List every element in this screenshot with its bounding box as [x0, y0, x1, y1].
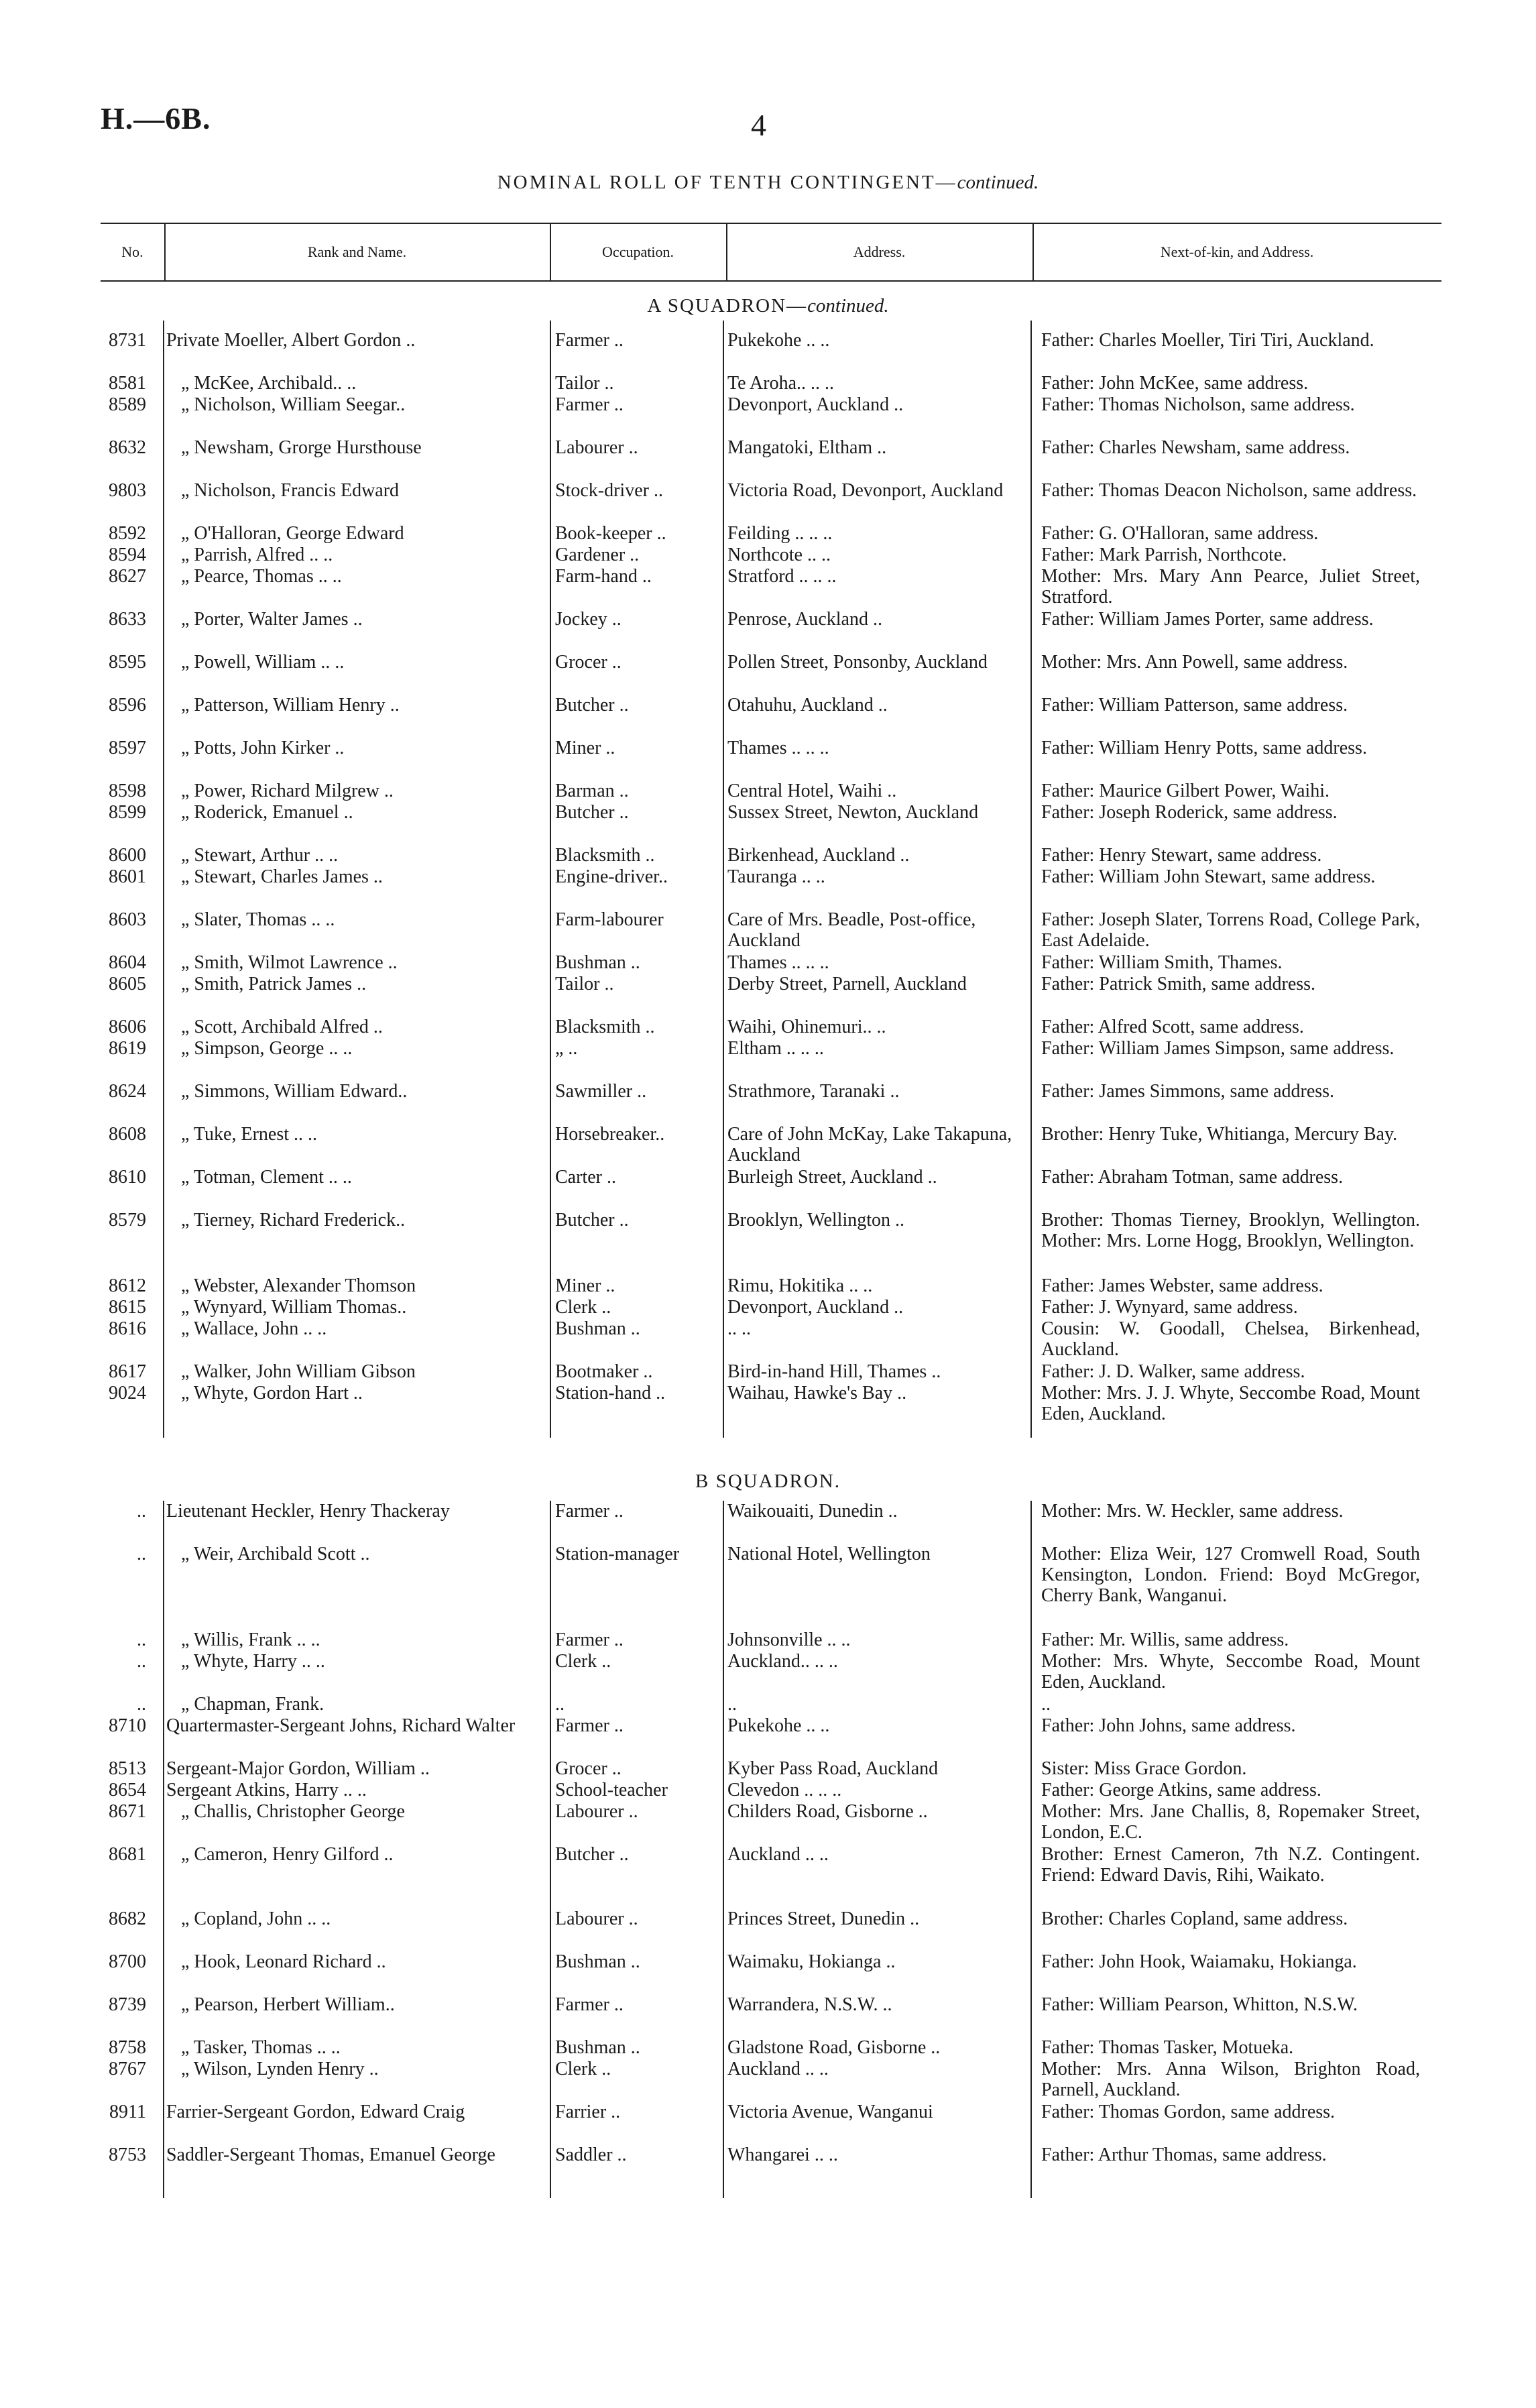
cell-rank: Private Moeller, Albert Gordon ..	[166, 330, 416, 351]
cell-addr: Burleigh Street, Auckland ..	[727, 1167, 937, 1188]
cell-addr: Bird-in-hand Hill, Thames ..	[727, 1361, 941, 1382]
cell-rank: Saddler-Sergeant Thomas, Emanuel George	[166, 2144, 495, 2165]
cell-addr: Waihi, Ohinemuri.. ..	[727, 1017, 886, 1037]
cell-addr: Devonport, Auckland ..	[727, 1297, 904, 1318]
cell-rank: „ Weir, Archibald Scott ..	[181, 1544, 370, 1564]
cell-rank: „ Willis, Frank .. ..	[181, 1629, 320, 1650]
cell-num: 8619	[109, 1038, 146, 1059]
cell-addr: Kyber Pass Road, Auckland	[727, 1758, 939, 1779]
cell-addr: Brooklyn, Wellington ..	[727, 1210, 905, 1230]
cell-occ: ..	[555, 1694, 565, 1715]
cell-rank: „ Parrish, Alfred .. ..	[181, 544, 333, 565]
cell-rank: „ Chapman, Frank.	[181, 1694, 324, 1715]
cell-addr: Stratford .. .. ..	[727, 566, 837, 587]
cell-addr: Otahuhu, Auckland ..	[727, 695, 888, 715]
cell-occ: Bushman ..	[555, 1951, 640, 1972]
cell-kin: Father: G. O'Halloran, same address.	[1041, 523, 1319, 544]
cell-kin: Mother: Mrs. Jane Challis, 8, Ropemaker Street, London, E.C.	[1041, 1801, 1420, 1843]
cell-addr: Auckland .. ..	[727, 2059, 829, 2079]
cell-occ: Blacksmith ..	[555, 1017, 655, 1037]
column-divider	[550, 321, 551, 1438]
cell-occ: Farm-hand ..	[555, 566, 652, 587]
cell-num: ..	[137, 1651, 146, 1672]
cell-num: 8608	[109, 1124, 146, 1145]
cell-rank: „ Newsham, Grorge Hursthouse	[181, 437, 422, 458]
cell-addr: Feilding .. .. ..	[727, 523, 833, 544]
cell-occ: Farmer ..	[555, 1715, 624, 1736]
cell-rank: „ Wilson, Lynden Henry ..	[181, 2059, 379, 2079]
cell-rank: „ Simmons, William Edward..	[181, 1081, 408, 1102]
cell-num: ..	[137, 1629, 146, 1650]
cell-kin: Father: William Pearson, Whitton, N.S.W.	[1041, 1994, 1358, 2015]
cell-kin: Mother: Mrs. Mary Ann Pearce, Juliet Street, Stratford.	[1041, 566, 1420, 608]
cell-addr: Pukekohe .. ..	[727, 330, 830, 351]
cell-occ: Clerk ..	[555, 2059, 611, 2079]
cell-occ: Clerk ..	[555, 1297, 611, 1318]
cell-occ: Gardener ..	[555, 544, 640, 565]
cell-kin: Father: Charles Moeller, Tiri Tiri, Auckland.	[1041, 330, 1374, 351]
cell-kin: Mother: Eliza Weir, 127 Cromwell Road, South Kensington, London. Friend: Boyd McGregor, Cherry Bank, Wanganui.	[1041, 1544, 1420, 1606]
cell-rank: „ Whyte, Harry .. ..	[181, 1651, 325, 1672]
cell-addr: Johnsonville .. ..	[727, 1629, 851, 1650]
cell-num: 8753	[109, 2144, 146, 2165]
cell-addr: Eltham .. .. ..	[727, 1038, 824, 1059]
cell-addr: Thames .. .. ..	[727, 738, 829, 758]
cell-num: 8606	[109, 1017, 146, 1037]
cell-rank: „ Smith, Patrick James ..	[181, 974, 367, 994]
cell-occ: Labourer ..	[555, 437, 638, 458]
cell-rank: „ Stewart, Charles James ..	[181, 866, 383, 887]
cell-rank: Farrier-Sergeant Gordon, Edward Craig	[166, 2102, 465, 2122]
cell-kin: Father: Mark Parrish, Northcote.	[1041, 544, 1287, 565]
cell-kin: Father: George Atkins, same address.	[1041, 1780, 1321, 1800]
cell-addr: Victoria Avenue, Wanganui	[727, 2102, 933, 2122]
cell-kin: Father: J. D. Walker, same address.	[1041, 1361, 1305, 1382]
cell-num: ..	[137, 1694, 146, 1715]
cell-kin: Mother: Mrs. Ann Powell, same address.	[1041, 652, 1348, 673]
cell-addr: ..	[727, 1694, 737, 1715]
cell-addr: Clevedon .. .. ..	[727, 1780, 842, 1800]
cell-num: 8605	[109, 974, 146, 994]
cell-kin: Mother: Mrs. J. J. Whyte, Seccombe Road, Mount Eden, Auckland.	[1041, 1383, 1420, 1424]
cell-rank: Lieutenant Heckler, Henry Thackeray	[166, 1501, 450, 1522]
cell-num: 8682	[109, 1908, 146, 1929]
column-divider	[723, 1501, 724, 2198]
column-divider	[726, 223, 727, 280]
section-title-continued: continued.	[807, 295, 889, 317]
cell-occ: Station-hand ..	[555, 1383, 666, 1403]
cell-num: 8581	[109, 373, 146, 394]
cell-num: ..	[137, 1544, 146, 1564]
cell-kin: Father: Thomas Gordon, same address.	[1041, 2102, 1336, 2122]
cell-kin: Father: Alfred Scott, same address.	[1041, 1017, 1304, 1037]
cell-addr: Rimu, Hokitika .. ..	[727, 1275, 873, 1296]
cell-addr: Devonport, Auckland ..	[727, 394, 904, 415]
cell-occ: Bushman ..	[555, 2037, 640, 2058]
cell-kin: Father: J. Wynyard, same address.	[1041, 1297, 1298, 1318]
cell-num: ..	[137, 1501, 146, 1522]
cell-addr: Victoria Road, Devonport, Auckland	[727, 480, 1004, 501]
cell-addr: Birkenhead, Auckland ..	[727, 845, 910, 866]
cell-num: 8601	[109, 866, 146, 887]
cell-addr: Thames .. .. ..	[727, 952, 829, 973]
cell-occ: Bushman ..	[555, 952, 640, 973]
cell-occ: Farmer ..	[555, 1629, 624, 1650]
cell-num: 8612	[109, 1275, 146, 1296]
section-title-text: A SQUADRON—	[647, 295, 808, 317]
cell-num: 8632	[109, 437, 146, 458]
cell-rank: „ Nicholson, Francis Edward	[181, 480, 400, 501]
cell-occ: Clerk ..	[555, 1651, 611, 1672]
cell-kin: Father: Abraham Totman, same address.	[1041, 1167, 1344, 1188]
cell-num: 9803	[109, 480, 146, 501]
cell-num: 8598	[109, 781, 146, 801]
cell-rank: „ McKee, Archibald.. ..	[181, 373, 357, 394]
cell-num: 8596	[109, 695, 146, 715]
cell-kin: Father: William James Simpson, same address.	[1041, 1038, 1395, 1059]
cell-num: 8594	[109, 544, 146, 565]
cell-num: 8579	[109, 1210, 146, 1230]
cell-rank: „ Wynyard, William Thomas..	[181, 1297, 407, 1318]
page-reference: H.—6B.	[101, 101, 211, 135]
cell-occ: Book-keeper ..	[555, 523, 666, 544]
cell-occ: Horsebreaker..	[555, 1124, 665, 1145]
cell-num: 8767	[109, 2059, 146, 2079]
cell-occ: Butcher ..	[555, 1844, 629, 1865]
cell-addr: Waimaku, Hokianga ..	[727, 1951, 896, 1972]
cell-num: 8513	[109, 1758, 146, 1779]
cell-occ: Miner ..	[555, 738, 615, 758]
cell-occ: Butcher ..	[555, 802, 629, 823]
cell-addr: Waikouaiti, Dunedin ..	[727, 1501, 898, 1522]
cell-kin: Mother: Mrs. W. Heckler, same address.	[1041, 1501, 1344, 1522]
cell-num: 8615	[109, 1297, 146, 1318]
cell-rank: „ Scott, Archibald Alfred ..	[181, 1017, 383, 1037]
cell-rank: „ Copland, John .. ..	[181, 1908, 331, 1929]
cell-rank: „ Challis, Christopher George	[181, 1801, 405, 1822]
cell-kin: Father: William Smith, Thames.	[1041, 952, 1283, 973]
cell-addr: Auckland .. ..	[727, 1844, 829, 1865]
section-title-a-squadron	[0, 295, 1536, 317]
cell-occ: Butcher ..	[555, 695, 629, 715]
cell-num: 8681	[109, 1844, 146, 1865]
cell-occ: Miner ..	[555, 1275, 615, 1296]
cell-occ: Tailor ..	[555, 373, 614, 394]
cell-num: 8627	[109, 566, 146, 587]
cell-occ: Farmer ..	[555, 1501, 624, 1522]
cell-addr: Waihau, Hawke's Bay ..	[727, 1383, 907, 1403]
column-divider	[550, 1501, 551, 2198]
cell-kin: Father: Thomas Deacon Nicholson, same address.	[1041, 480, 1417, 501]
cell-occ: Engine-driver..	[555, 866, 668, 887]
cell-num: 8654	[109, 1780, 146, 1800]
cell-occ: Farrier ..	[555, 2102, 621, 2122]
cell-rank: „ Roderick, Emanuel ..	[181, 802, 353, 823]
cell-kin: ..	[1041, 1694, 1051, 1715]
cell-num: 8739	[109, 1994, 146, 2015]
cell-rank: „ Whyte, Gordon Hart ..	[181, 1383, 363, 1403]
cell-rank: Quartermaster-Sergeant Johns, Richard Walter	[166, 1715, 516, 1736]
cell-rank: „ Walker, John William Gibson	[181, 1361, 416, 1382]
cell-num: 8624	[109, 1081, 146, 1102]
column-divider	[550, 223, 551, 280]
cell-kin: Father: John Johns, same address.	[1041, 1715, 1296, 1736]
cell-rank: „ Totman, Clement .. ..	[181, 1167, 352, 1188]
column-divider	[723, 321, 724, 1438]
roll-title	[0, 172, 1536, 194]
cell-addr: National Hotel, Wellington	[727, 1544, 931, 1564]
cell-rank: „ Porter, Walter James ..	[181, 609, 363, 630]
cell-num: 8700	[109, 1951, 146, 1972]
column-header-rank-name: Rank and Name.	[307, 243, 407, 260]
cell-rank: „ Power, Richard Milgrew ..	[181, 781, 394, 801]
cell-rank: „ Tuke, Ernest .. ..	[181, 1124, 317, 1145]
cell-rank: „ Cameron, Henry Gilford ..	[181, 1844, 394, 1865]
cell-addr: Princes Street, Dunedin ..	[727, 1908, 920, 1929]
cell-addr: Auckland.. .. ..	[727, 1651, 838, 1672]
section-title-text: B SQUADRON.	[695, 1471, 841, 1492]
cell-num: 8758	[109, 2037, 146, 2058]
roll-title-continued: continued.	[957, 172, 1039, 193]
cell-kin: Father: Thomas Nicholson, same address.	[1041, 394, 1355, 415]
column-divider	[163, 321, 164, 1438]
cell-kin: Father: Maurice Gilbert Power, Waihi.	[1041, 781, 1330, 801]
cell-occ: Sawmiller ..	[555, 1081, 647, 1102]
cell-rank: „ Smith, Wilmot Lawrence ..	[181, 952, 398, 973]
cell-occ: Farmer ..	[555, 1994, 624, 2015]
cell-occ: School-teacher	[555, 1780, 668, 1800]
cell-num: 8592	[109, 523, 146, 544]
column-header-next-of-kin: Next-of-kin, and Address.	[1160, 243, 1314, 260]
cell-num: 8603	[109, 909, 146, 930]
cell-rank: „ Slater, Thomas .. ..	[181, 909, 335, 930]
cell-kin: Father: Arthur Thomas, same address.	[1041, 2144, 1327, 2165]
column-header-no: No.	[121, 243, 143, 260]
cell-num: 8610	[109, 1167, 146, 1188]
roll-title-main: NOMINAL ROLL OF TENTH CONTINGENT—	[497, 172, 957, 193]
cell-kin: Father: James Webster, same address.	[1041, 1275, 1323, 1296]
cell-addr: Sussex Street, Newton, Auckland	[727, 802, 979, 823]
column-divider	[1032, 223, 1034, 280]
cell-rank: „ Pearce, Thomas .. ..	[181, 566, 342, 587]
cell-num: 8599	[109, 802, 146, 823]
cell-rank: „ Nicholson, William Seegar..	[181, 394, 406, 415]
cell-occ: Butcher ..	[555, 1210, 629, 1230]
cell-kin: Father: Charles Newsham, same address.	[1041, 437, 1350, 458]
cell-occ: Bushman ..	[555, 1318, 640, 1339]
cell-occ: Tailor ..	[555, 974, 614, 994]
cell-num: 8633	[109, 609, 146, 630]
cell-occ: Blacksmith ..	[555, 845, 655, 866]
cell-num: 8600	[109, 845, 146, 866]
cell-occ: Barman ..	[555, 781, 629, 801]
cell-rank: „ Hook, Leonard Richard ..	[181, 1951, 386, 1972]
cell-addr: Care of John McKay, Lake Takapuna, Auckland	[727, 1124, 1012, 1165]
cell-addr: Northcote .. ..	[727, 544, 831, 565]
section-title-b-squadron	[0, 1471, 1536, 1493]
cell-occ: Farm-labourer	[555, 909, 664, 930]
cell-kin: Father: William Henry Potts, same address.	[1041, 738, 1367, 758]
cell-occ: Station-manager	[555, 1544, 680, 1564]
cell-num: 8604	[109, 952, 146, 973]
cell-occ: Farmer ..	[555, 394, 624, 415]
cell-addr: Whangarei .. ..	[727, 2144, 838, 2165]
cell-num: 8731	[109, 330, 146, 351]
cell-occ: Labourer ..	[555, 1908, 638, 1929]
cell-rank: „ Patterson, William Henry ..	[181, 695, 400, 715]
cell-kin: Father: James Simmons, same address.	[1041, 1081, 1335, 1102]
cell-kin: Sister: Miss Grace Gordon.	[1041, 1758, 1247, 1779]
cell-occ: Saddler ..	[555, 2144, 627, 2165]
cell-occ: „ ..	[555, 1038, 578, 1059]
cell-num: 8589	[109, 394, 146, 415]
cell-kin: Father: Joseph Roderick, same address.	[1041, 802, 1338, 823]
cell-rank: „ Webster, Alexander Thomson	[181, 1275, 416, 1296]
cell-kin: Father: Henry Stewart, same address.	[1041, 845, 1322, 866]
cell-addr: Tauranga .. ..	[727, 866, 825, 887]
cell-addr: Pukekohe .. ..	[727, 1715, 830, 1736]
column-header-address: Address.	[853, 243, 906, 260]
cell-rank: „ Powell, William .. ..	[181, 652, 345, 673]
cell-rank: „ Stewart, Arthur .. ..	[181, 845, 339, 866]
cell-num: 8617	[109, 1361, 146, 1382]
cell-kin: Father: Mr. Willis, same address.	[1041, 1629, 1289, 1650]
cell-num: 8616	[109, 1318, 146, 1339]
cell-addr: Derby Street, Parnell, Auckland	[727, 974, 967, 994]
cell-rank: „ Tasker, Thomas .. ..	[181, 2037, 341, 2058]
cell-occ: Carter ..	[555, 1167, 616, 1188]
cell-occ: Farmer ..	[555, 330, 624, 351]
cell-kin: Father: Joseph Slater, Torrens Road, College Park, East Adelaide.	[1041, 909, 1420, 951]
cell-occ: Grocer ..	[555, 652, 622, 673]
column-divider	[1030, 321, 1032, 1438]
cell-rank: Sergeant Atkins, Harry .. ..	[166, 1780, 367, 1800]
column-header-occupation: Occupation.	[602, 243, 674, 260]
cell-num: 8597	[109, 738, 146, 758]
cell-addr: Mangatoki, Eltham ..	[727, 437, 887, 458]
cell-kin: Father: Patrick Smith, same address.	[1041, 974, 1316, 994]
cell-kin: Cousin: W. Goodall, Chelsea, Birkenhead, Auckland.	[1041, 1318, 1420, 1360]
cell-occ: Bootmaker ..	[555, 1361, 653, 1382]
cell-addr: Warrandera, N.S.W. ..	[727, 1994, 892, 2015]
cell-addr: Strathmore, Taranaki ..	[727, 1081, 900, 1102]
header-bottom-rule	[101, 280, 1441, 282]
cell-addr: Penrose, Auckland ..	[727, 609, 882, 630]
cell-rank: „ Simpson, George .. ..	[181, 1038, 353, 1059]
cell-num: 8595	[109, 652, 146, 673]
cell-num: 8911	[109, 2102, 146, 2122]
cell-addr: .. ..	[727, 1318, 751, 1339]
cell-kin: Brother: Thomas Tierney, Brooklyn, Wellington. Mother: Mrs. Lorne Hogg, Brooklyn, Wellington.	[1041, 1210, 1420, 1251]
cell-occ: Grocer ..	[555, 1758, 622, 1779]
cell-kin: Brother: Charles Copland, same address.	[1041, 1908, 1348, 1929]
cell-occ: Stock-driver ..	[555, 480, 663, 501]
cell-kin: Brother: Henry Tuke, Whitianga, Mercury Bay.	[1041, 1124, 1398, 1145]
cell-kin: Father: Thomas Tasker, Motueka.	[1041, 2037, 1294, 2058]
cell-rank: Sergeant-Major Gordon, William ..	[166, 1758, 430, 1779]
cell-kin: Father: William Patterson, same address.	[1041, 695, 1348, 715]
cell-rank: „ Wallace, John .. ..	[181, 1318, 327, 1339]
cell-addr: Childers Road, Gisborne ..	[727, 1801, 928, 1822]
cell-rank: „ Potts, John Kirker ..	[181, 738, 345, 758]
cell-kin: Father: John McKee, same address.	[1041, 373, 1309, 394]
cell-num: 8671	[109, 1801, 146, 1822]
cell-kin: Mother: Mrs. Whyte, Seccombe Road, Mount Eden, Auckland.	[1041, 1651, 1420, 1693]
cell-kin: Brother: Ernest Cameron, 7th N.Z. Contingent. Friend: Edward Davis, Rihi, Waikato.	[1041, 1844, 1420, 1886]
column-divider	[163, 1501, 164, 2198]
column-divider	[164, 223, 166, 280]
cell-occ: Jockey ..	[555, 609, 622, 630]
cell-addr: Care of Mrs. Beadle, Post-office, Auckland	[727, 909, 976, 951]
cell-addr: Pollen Street, Ponsonby, Auckland	[727, 652, 988, 673]
page-number: 4	[751, 108, 766, 142]
cell-addr: Central Hotel, Waihi ..	[727, 781, 897, 801]
cell-rank: „ O'Halloran, George Edward	[181, 523, 404, 544]
cell-kin: Father: William John Stewart, same address.	[1041, 866, 1376, 887]
cell-kin: Father: William James Porter, same address.	[1041, 609, 1374, 630]
cell-addr: Te Aroha.. .. ..	[727, 373, 835, 394]
cell-kin: Father: John Hook, Waiamaku, Hokianga.	[1041, 1951, 1357, 1972]
column-divider	[1030, 1501, 1032, 2198]
cell-kin: Mother: Mrs. Anna Wilson, Brighton Road, Parnell, Auckland.	[1041, 2059, 1420, 2100]
cell-occ: Labourer ..	[555, 1801, 638, 1822]
cell-rank: „ Pearson, Herbert William..	[181, 1994, 395, 2015]
cell-num: 8710	[109, 1715, 146, 1736]
cell-rank: „ Tierney, Richard Frederick..	[181, 1210, 406, 1230]
cell-addr: Gladstone Road, Gisborne ..	[727, 2037, 941, 2058]
cell-num: 9024	[109, 1383, 146, 1403]
